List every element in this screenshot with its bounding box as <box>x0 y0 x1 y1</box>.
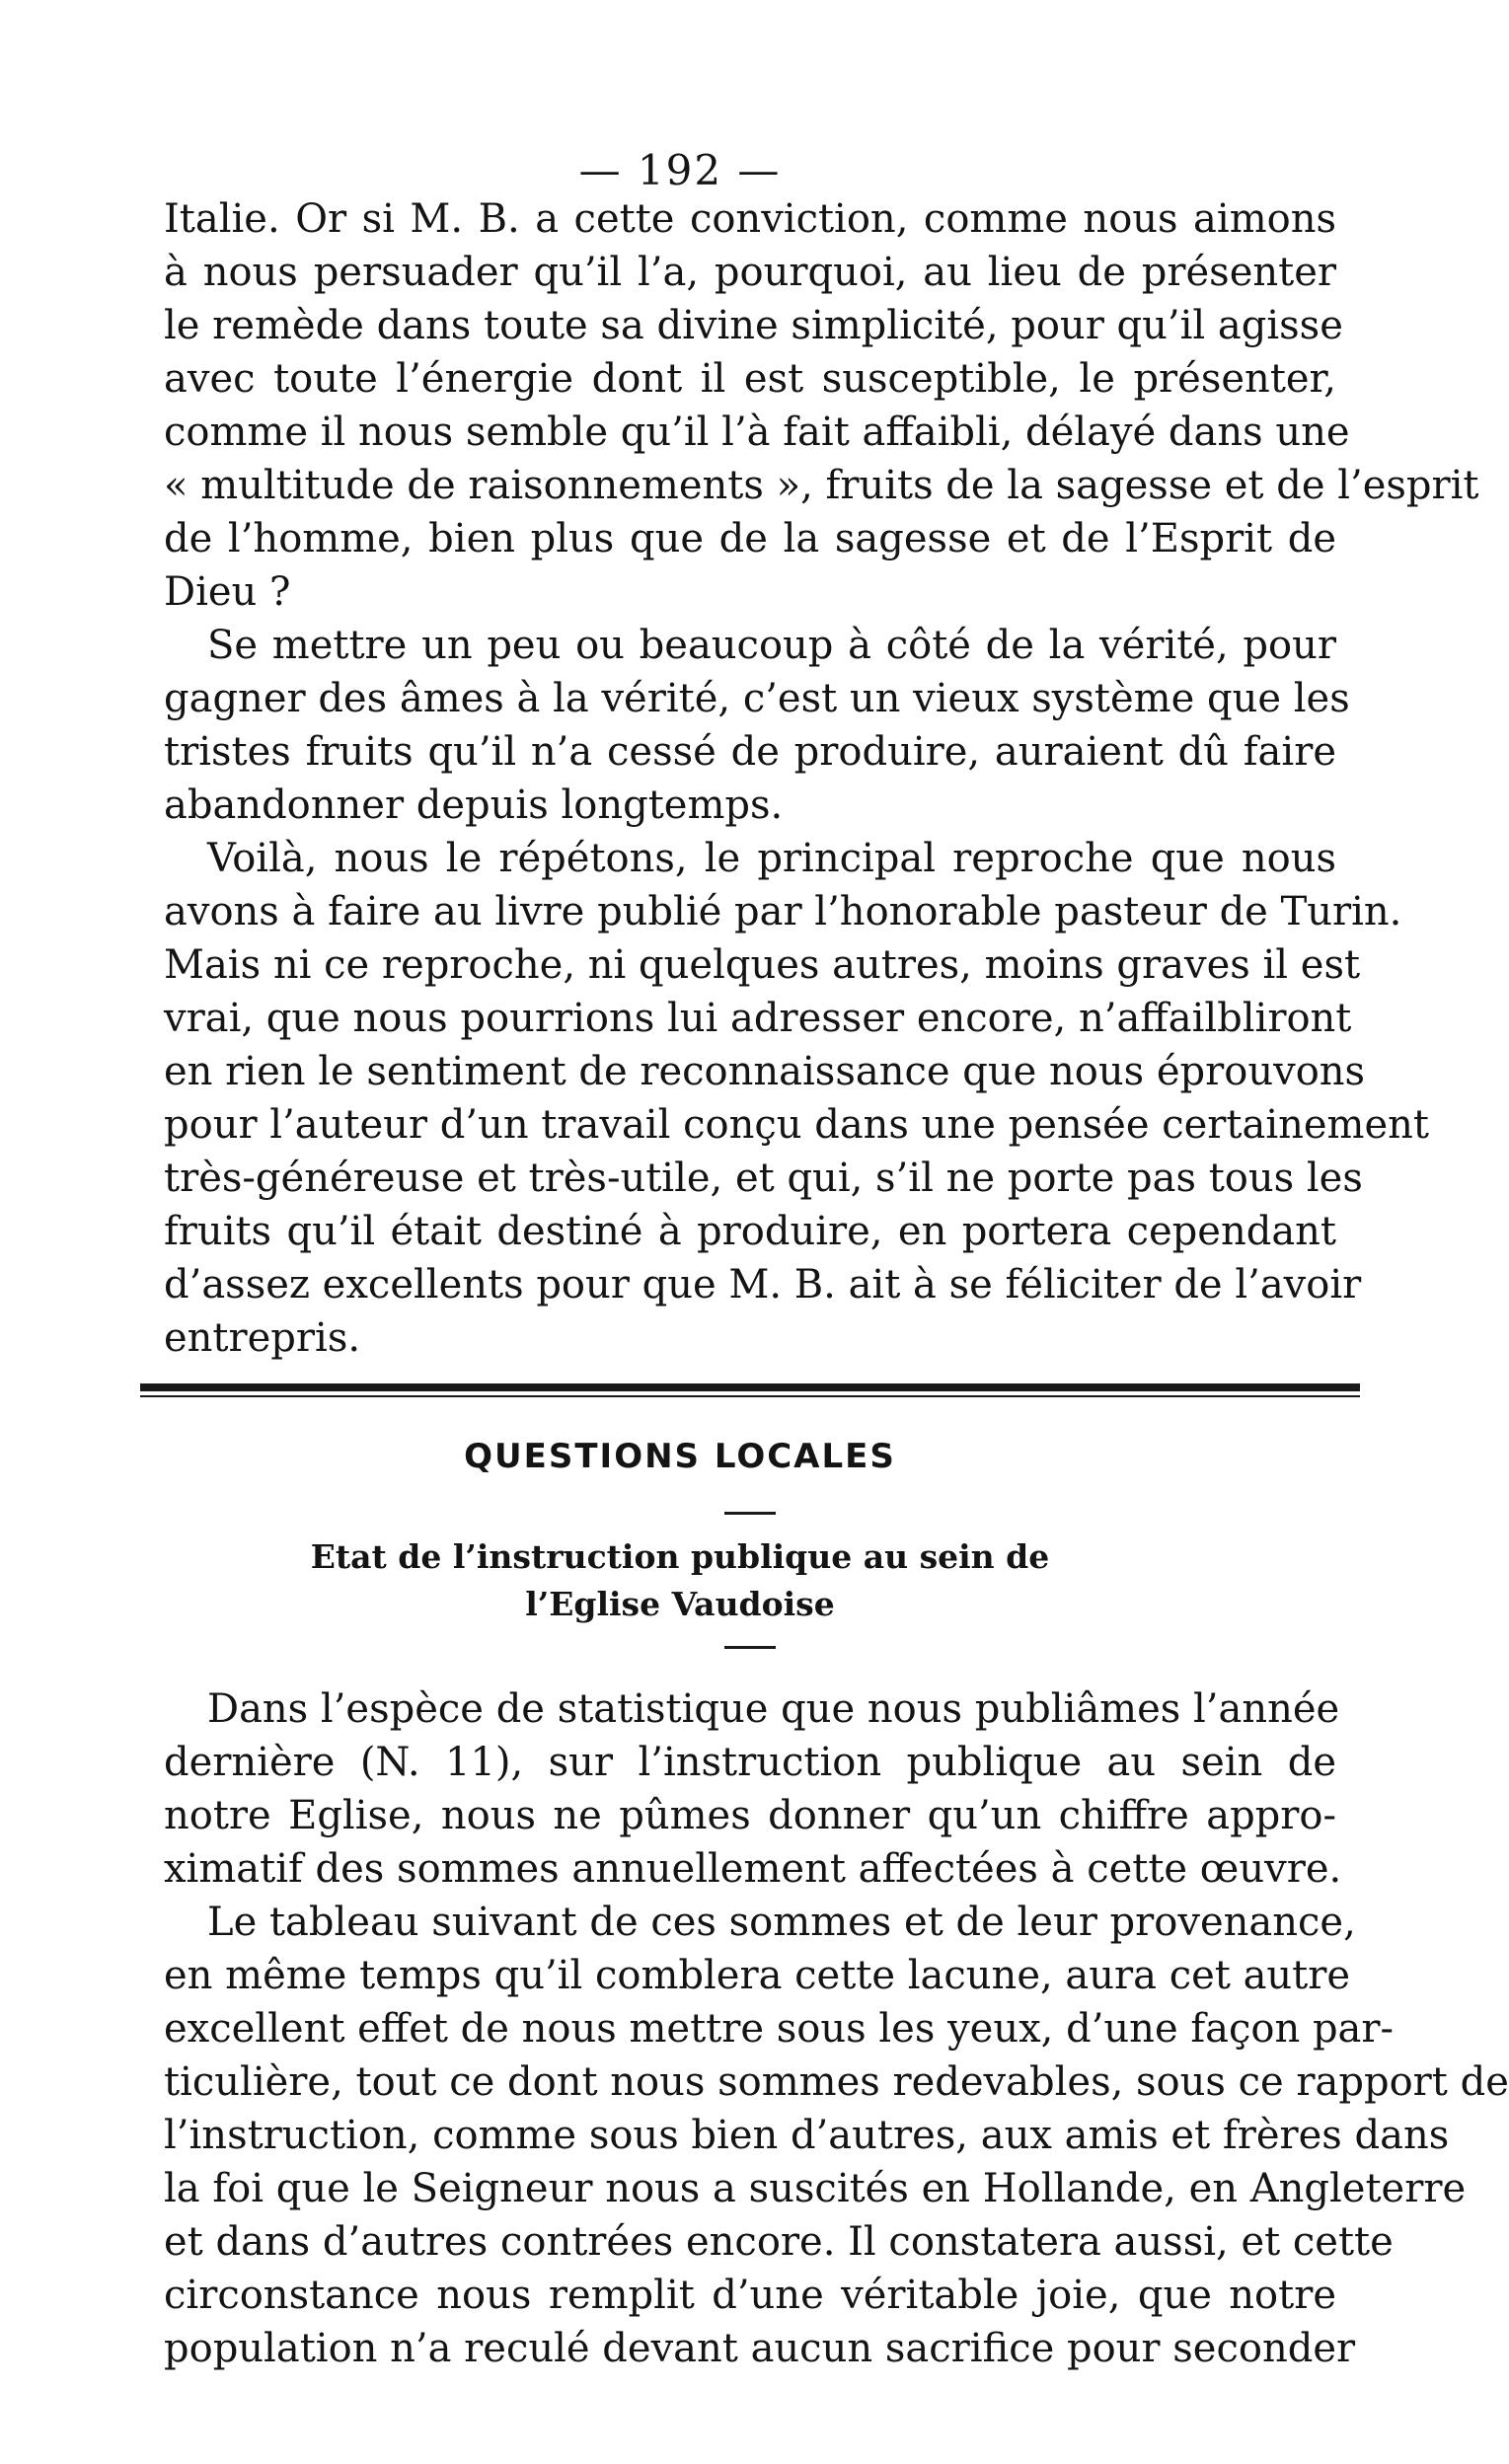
text-line: notre Eglise, nous ne pûmes donner qu’un chiffre appro- <box>164 1793 1336 1838</box>
text-line: dernière (N. 11), sur l’instruction publique au sein de <box>164 1740 1336 1785</box>
text-line: l’instruction, comme sous bien d’autres, aux amis et frères dans <box>164 2113 1450 2158</box>
text-line: entrepris. <box>164 1315 361 1361</box>
text-line: circonstance nous remplit d’une véritable joie, que notre <box>164 2273 1336 2318</box>
text-line: abandonner depuis longtemps. <box>164 783 784 828</box>
page-number: — 192 — <box>578 146 782 194</box>
text-line: et dans d’autres contrées encore. Il constatera aussi, et cette <box>164 2219 1394 2265</box>
text-line: d’assez excellents pour que M. B. ait à se féliciter de l’avoir <box>164 1262 1362 1307</box>
text-line: avons à faire au livre publié par l’honorable pasteur de Turin. <box>164 889 1402 934</box>
text-line: Dans l’espèce de statistique que nous publiâmes l’année <box>207 1686 1340 1732</box>
section-title: QUESTIONS LOCALES <box>464 1437 896 1476</box>
section-rule-thin <box>140 1395 1360 1397</box>
text-line: gagner des âmes à la vérité, c’est un vieux système que les <box>164 676 1350 721</box>
text-line: ximatif des sommes annuellement affectées à cette œuvre. <box>164 1846 1342 1892</box>
article-subtitle-line2: l’Eglise Vaudoise <box>525 1585 835 1623</box>
section-rule <box>140 1383 1360 1391</box>
text-line: Italie. Or si M. B. a cette conviction, comme nous aimons <box>164 196 1336 242</box>
text-line: Mais ni ce reproche, ni quelques autres, moins graves il est <box>164 942 1361 988</box>
text-line: Le tableau suivant de ces sommes et de leur provenance, <box>207 1900 1356 1945</box>
text-line: Se mettre un peu ou beaucoup à côté de la vérité, pour <box>207 623 1336 668</box>
text-line: Dieu ? <box>164 569 291 615</box>
article-subtitle-line1: Etat de l’instruction publique au sein de <box>310 1537 1050 1576</box>
text-line: la foi que le Seigneur nous a suscités en Hollande, en Angleterre <box>164 2166 1467 2211</box>
title-dash <box>724 1512 776 1515</box>
text-line: en même temps qu’il comblera cette lacune, aura cet autre <box>164 1953 1351 1998</box>
text-line: le remède dans toute sa divine simplicité, pour qu’il agisse <box>164 303 1343 348</box>
subtitle-dash <box>724 1646 776 1649</box>
text-line: excellent effet de nous mettre sous les yeux, d’une façon par- <box>164 2006 1395 2052</box>
text-line: pour l’auteur d’un travail conçu dans une pensée certainement <box>164 1102 1429 1148</box>
text-line: Voilà, nous le répétons, le principal reproche que nous <box>207 836 1336 881</box>
text-line: en rien le sentiment de reconnaissance que nous éprouvons <box>164 1049 1366 1094</box>
text-line: « multitude de raisonnements », fruits de la sagesse et de l’esprit <box>164 463 1479 508</box>
text-line: de l’homme, bien plus que de la sagesse et de l’Esprit de <box>164 516 1336 561</box>
text-line: population n’a reculé devant aucun sacrifice pour seconder <box>164 2326 1356 2371</box>
text-line: à nous persuader qu’il l’a, pourquoi, au lieu de présenter <box>164 250 1336 295</box>
text-line: vrai, que nous pourrions lui adresser encore, n’affailbliront <box>164 996 1352 1041</box>
text-line: tristes fruits qu’il n’a cessé de produire, auraient dû faire <box>164 729 1336 775</box>
text-line: très-généreuse et très-utile, et qui, s’il ne porte pas tous les <box>164 1156 1363 1201</box>
text-line: ticulière, tout ce dont nous sommes redevables, sous ce rapport de <box>164 2059 1509 2105</box>
text-line: fruits qu’il était destiné à produire, en portera cependant <box>164 1209 1336 1254</box>
text-line: comme il nous semble qu’il l’à fait affaibli, délayé dans une <box>164 410 1350 455</box>
text-line: avec toute l’énergie dont il est susceptible, le présenter, <box>164 356 1336 402</box>
